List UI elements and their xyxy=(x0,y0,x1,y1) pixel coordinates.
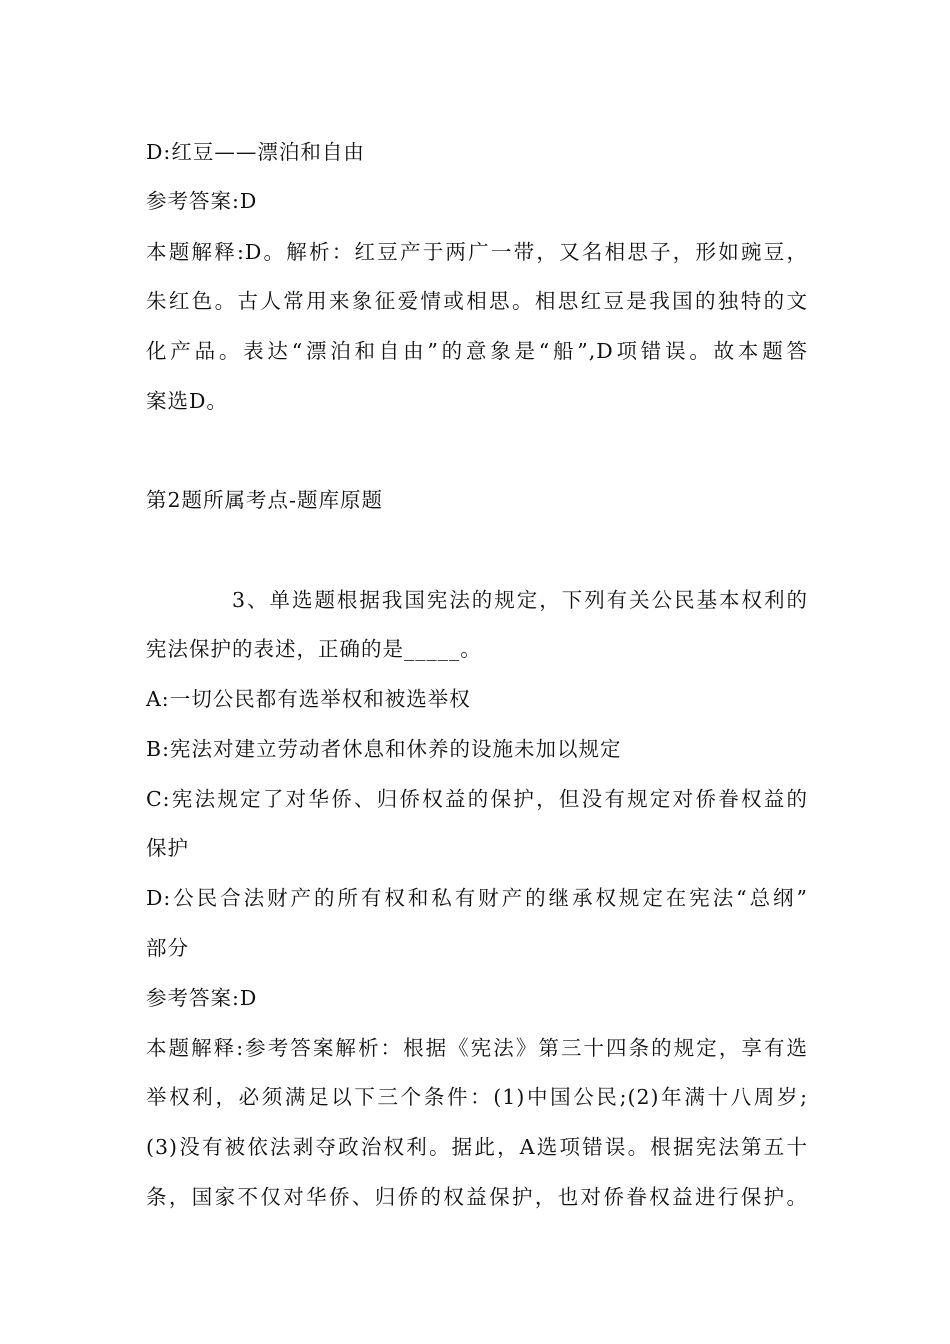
q3-option-d-line: 部分 xyxy=(146,936,189,960)
q2-answer: 参考答案:D xyxy=(146,189,258,213)
q3-answer: 参考答案:D xyxy=(146,986,258,1010)
q3-option-c-line: 保护 xyxy=(146,836,189,860)
q3-option-d-line: D:公民合法财产的所有权和私有财产的继承权规定在宪法“总纲” xyxy=(146,886,808,910)
q3-explanation-line: 本题解释:参考答案解析：根据《宪法》第三十四条的规定，享有选 xyxy=(146,1036,808,1060)
q2-source: 第2题所属考点-题库原题 xyxy=(146,488,383,512)
q3-option-b: B:宪法对建立劳动者休息和休养的设施未加以规定 xyxy=(146,737,622,761)
q2-explanation-line: 朱红色。古人常用来象征爱情或相思。相思红豆是我国的独特的文 xyxy=(146,289,808,313)
q3-option-c-line: C:宪法规定了对华侨、归侨权益的保护，但没有规定对侨眷权益的 xyxy=(146,787,808,811)
q3-explanation-line: 条，国家不仅对华侨、归侨的权益保护，也对侨眷权益进行保护。 xyxy=(146,1185,808,1209)
q3-option-a: A:一切公民都有选举权和被选举权 xyxy=(146,687,471,711)
q3-stem-line: 宪法保护的表述，正确的是_____。 xyxy=(146,637,482,661)
q3-explanation-line: 举权利，必须满足以下三个条件：(1)中国公民;(2)年满十八周岁; xyxy=(146,1085,808,1109)
q3-explanation-line: (3)没有被依法剥夺政治权利。据此，A选项错误。根据宪法第五十 xyxy=(146,1135,808,1159)
q2-explanation-line: 本题解释:D。解析：红豆产于两广一带，又名相思子，形如豌豆， xyxy=(146,240,808,264)
document-page xyxy=(146,0,808,1344)
q2-explanation-line: 案选D。 xyxy=(146,389,228,413)
q2-explanation-line: 化产品。表达“漂泊和自由”的意象是“船”,D项错误。故本题答 xyxy=(146,339,808,363)
q3-stem-line: 3、单选题根据我国宪法的规定，下列有关公民基本权利的 xyxy=(232,588,808,612)
q2-option-d: D:红豆——漂泊和自由 xyxy=(146,140,365,164)
